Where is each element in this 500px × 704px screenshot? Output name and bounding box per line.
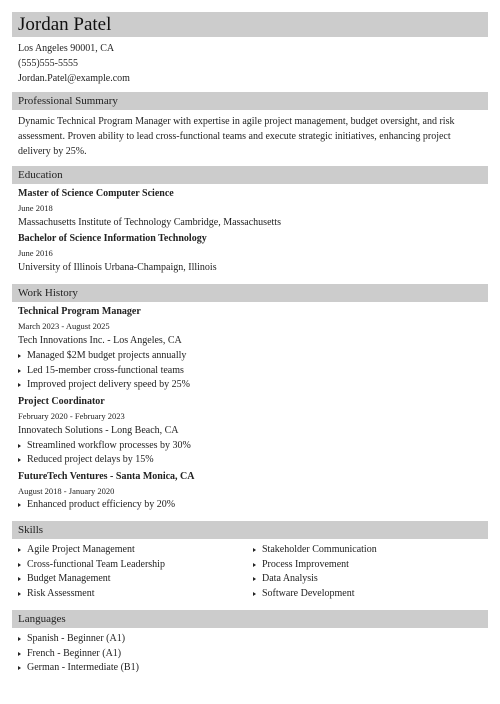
list-item: Process Improvement	[253, 558, 488, 573]
bullet-icon	[253, 577, 256, 581]
list-item: Reduced project delays by 15%	[18, 453, 488, 468]
job-entry	[12, 470, 488, 498]
summary-heading: Professional Summary	[12, 92, 488, 110]
education-degree: Master of Science Computer Science	[18, 188, 174, 199]
job-company: Tech Innovations Inc. - Los Angeles, CA	[18, 335, 182, 346]
education-degree: Bachelor of Science Information Technology	[18, 233, 207, 244]
job-bullets	[12, 349, 488, 393]
list-item: Enhanced product efficiency by 20%	[18, 498, 488, 513]
bullet-icon	[18, 503, 21, 507]
bullet-icon	[18, 577, 21, 581]
contact-email: Jordan.Patel@example.com	[18, 73, 130, 84]
skills-grid	[12, 543, 488, 601]
bullet-icon	[253, 548, 256, 552]
list-item: Spanish - Beginner (A1)	[18, 632, 488, 647]
languages-heading: Languages	[12, 610, 488, 628]
job-bullets	[12, 498, 488, 513]
job-title: Project Coordinator	[18, 395, 105, 407]
job-entry	[12, 395, 488, 439]
job-bullets	[12, 439, 488, 468]
contact-address: Los Angeles 90001, CA	[18, 43, 115, 54]
languages-list	[12, 632, 488, 676]
list-item: Software Development	[253, 587, 488, 602]
bullet-icon	[18, 563, 21, 567]
job-date: March 2023 - August 2025	[18, 321, 110, 331]
bullet-icon	[18, 383, 21, 387]
list-item: Streamlined workflow processes by 30%	[18, 439, 488, 454]
education-date: June 2016	[18, 248, 53, 258]
contact-phone: (555)555-5555	[18, 58, 78, 69]
summary-text: Dynamic Technical Program Manager with expertise in agile project management, budget oversight, and risk assessment. Proven ability to lead cross-functional teams and execute strategic initiatives, enhancing project delivery by 25%.	[18, 116, 455, 157]
education-date: June 2018	[18, 203, 53, 213]
bullet-icon	[18, 369, 21, 373]
list-item: Agile Project Management	[18, 543, 253, 558]
bullet-icon	[18, 666, 21, 670]
bullet-icon	[18, 592, 21, 596]
work-history-heading: Work History	[12, 284, 488, 302]
list-item: Budget Management	[18, 572, 253, 587]
candidate-name: Jordan Patel	[18, 13, 112, 35]
job-date: August 2018 - January 2020	[18, 485, 115, 496]
bullet-icon	[18, 548, 21, 552]
bullet-icon	[18, 444, 21, 448]
education-heading: Education	[12, 166, 488, 184]
list-item: German - Intermediate (B1)	[18, 661, 488, 676]
bullet-icon	[253, 592, 256, 596]
skills-column-left	[18, 543, 253, 601]
skills-heading: Skills	[12, 521, 488, 539]
bullet-icon	[18, 652, 21, 656]
job-title: Technical Program Manager	[18, 306, 141, 317]
list-item: Stakeholder Communication	[253, 543, 488, 558]
list-item: Data Analysis	[253, 572, 488, 587]
job-date: February 2020 - February 2023	[18, 410, 125, 421]
bullet-icon	[18, 458, 21, 462]
list-item: Led 15-member cross-functional teams	[18, 364, 488, 379]
name-header-bar	[12, 12, 488, 37]
job-title: FutureTech Ventures - Santa Monica, CA	[18, 470, 195, 482]
contact-info	[12, 41, 488, 86]
list-item: French - Beginner (A1)	[18, 647, 488, 662]
job-company: Innovatech Solutions - Long Beach, CA	[18, 424, 179, 436]
skills-column-right	[253, 543, 488, 601]
education-entry	[12, 232, 488, 276]
list-item: Cross-functional Team Leadership	[18, 558, 253, 573]
list-item: Improved project delivery speed by 25%	[18, 378, 488, 393]
job-entry	[12, 305, 488, 349]
bullet-icon	[18, 354, 21, 358]
list-item: Managed $2M budget projects annually	[18, 349, 488, 364]
bullet-icon	[253, 563, 256, 567]
education-entry	[12, 187, 488, 231]
education-school: Massachusetts Institute of Technology Cambridge, Massachusetts	[18, 217, 281, 228]
bullet-icon	[18, 637, 21, 641]
education-school: University of Illinois Urbana-Champaign, Illinois	[18, 262, 217, 273]
list-item: Risk Assessment	[18, 587, 253, 602]
